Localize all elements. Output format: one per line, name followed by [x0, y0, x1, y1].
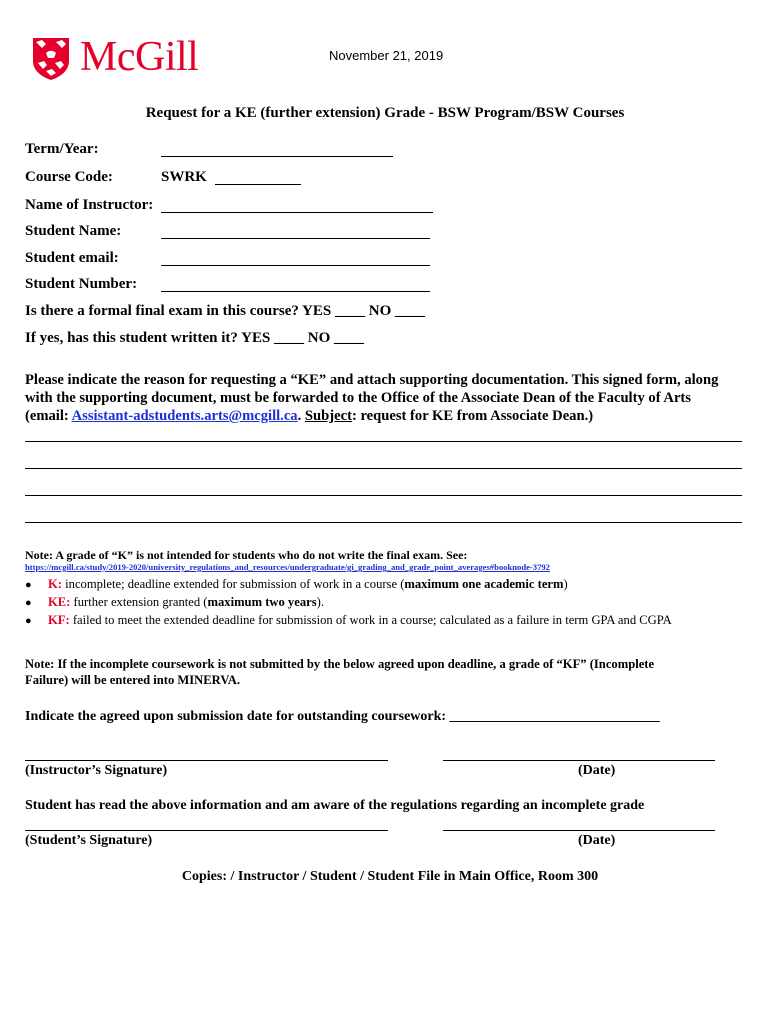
instructor-name-label: Name of Instructor:	[25, 197, 154, 213]
student-acknowledgement: Student has read the above information and am aware of the regulations regarding an incomplete grade	[25, 798, 645, 813]
course-code-label: Course Code:	[25, 169, 113, 185]
reason-line-2: with the supporting document, must be forwarded to the Office of the Associate Dean of the Faculty of Arts	[25, 390, 691, 406]
final-exam-question: Is there a formal final exam in this course? YES ____ NO ____	[25, 303, 425, 319]
list-item	[25, 576, 672, 594]
reason-line-1: Please indicate the reason for requesting a “KE” and attach supporting documentation. This signed form, along	[25, 372, 719, 388]
instructor-date-line[interactable]	[443, 760, 715, 761]
list-item	[25, 612, 672, 630]
grade-description: failed to meet the extended deadline for submission of work in a course; calculated as a failure in term GPA and CGPA	[69, 613, 672, 627]
list-item	[25, 594, 672, 612]
mcgill-shield-logo	[32, 37, 70, 81]
reason-instructions	[25, 371, 750, 425]
grade-description: further extension granted (	[70, 595, 208, 609]
reason-line-field-1[interactable]	[25, 441, 742, 442]
student-signature-line[interactable]	[25, 830, 388, 831]
grade-k-note: Note: A grade of “K” is not intended for students who do not write the final exam. See:	[25, 548, 468, 562]
reason-line-field-2[interactable]	[25, 468, 742, 469]
email-suffix: .	[297, 408, 305, 424]
grade-code: K:	[48, 577, 62, 591]
incomplete-note	[25, 656, 654, 688]
instructor-date-label: (Date)	[578, 763, 616, 778]
email-prefix: (email:	[25, 408, 72, 424]
course-code-prefix: SWRK	[161, 169, 207, 185]
term-year-label: Term/Year:	[25, 141, 99, 157]
bullet-icon: ●	[25, 597, 32, 609]
subject-label: Subject	[304, 408, 352, 424]
instructor-signature-label: (Instructor’s Signature)	[25, 763, 168, 778]
grade-code: KF:	[48, 613, 70, 627]
student-email-label: Student email:	[25, 250, 119, 266]
grade-definitions-list	[25, 576, 672, 630]
subject-text: : request for KE from Associate Dean.)	[351, 408, 594, 424]
term-year-field[interactable]	[161, 156, 393, 157]
student-number-field[interactable]	[161, 291, 430, 292]
incomplete-note-line-2: Failure) will be entered into MINERVA.	[25, 673, 241, 687]
reason-line-3	[25, 407, 750, 425]
instructor-signature-line[interactable]	[25, 760, 388, 761]
copies-distribution: Copies: / Instructor / Student / Student File in Main Office, Room 300	[181, 869, 599, 884]
form-title: Request for a KE (further extension) Grade - BSW Program/BSW Courses	[145, 105, 625, 121]
mcgill-wordmark: McGill	[80, 34, 199, 80]
student-date-line[interactable]	[443, 830, 715, 831]
student-signature-label: (Student’s Signature)	[25, 833, 153, 848]
reason-line-field-3[interactable]	[25, 495, 742, 496]
reason-line-field-4[interactable]	[25, 522, 742, 523]
student-date-label: (Date)	[578, 833, 616, 848]
grade-limit: maximum one academic term	[404, 577, 564, 591]
course-code-field[interactable]	[215, 184, 301, 185]
bullet-icon: ●	[25, 615, 32, 627]
regulations-link[interactable]: https://mcgill.ca/study/2019-2020/university_regulations_and_resources/undergraduate/gi_grading_and_grade_point_averages#booknode-3792	[25, 562, 550, 572]
student-name-label: Student Name:	[25, 223, 122, 239]
grade-code: KE:	[48, 595, 71, 609]
incomplete-note-line-1: Note: If the incomplete coursework is not submitted by the below agreed upon deadline, a grade of “KF” (Incomplete	[25, 657, 655, 671]
student-number-label: Student Number:	[25, 276, 138, 292]
exam-written-question: If yes, has this student written it? YES ____ NO ____	[25, 330, 365, 346]
grade-limit: maximum two years	[207, 595, 317, 609]
submission-date-field[interactable]: Indicate the agreed upon submission date for outstanding coursework: ______________________________	[25, 709, 660, 724]
student-name-field[interactable]	[161, 238, 430, 239]
document-date: November 21, 2019	[329, 48, 444, 63]
grade-description-end: )	[563, 577, 568, 591]
grade-description-end: ).	[316, 595, 324, 609]
instructor-name-field[interactable]	[161, 212, 433, 213]
grade-description: incomplete; deadline extended for submission of work in a course (	[62, 577, 405, 591]
student-email-field[interactable]	[161, 265, 430, 266]
email-link[interactable]: Assistant-adstudents.arts@mcgill.ca	[71, 408, 298, 424]
bullet-icon: ●	[25, 579, 32, 591]
